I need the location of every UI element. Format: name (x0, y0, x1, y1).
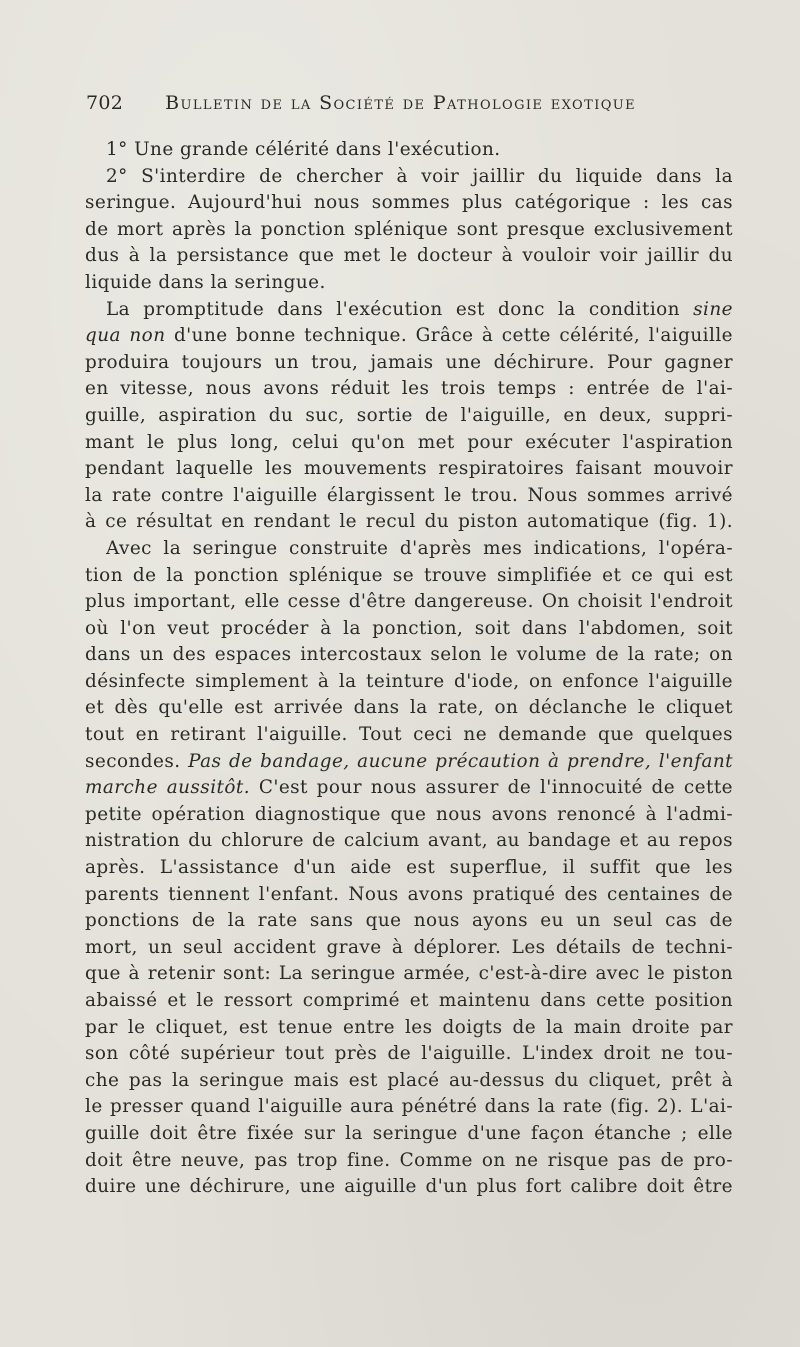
text-segment: mant le plus long, celui qu'on met pour exécuter l'aspiration (85, 431, 733, 453)
running-head (86, 92, 726, 122)
text-segment: mort, un seul accident grave à déplorer. Les détails de techni- (85, 936, 733, 958)
text-segment: où l'on veut procéder à la ponction, soit dans l'abdomen, soit (85, 617, 733, 639)
text-segment: dans un des espaces intercostaux selon le volume de la rate; on (85, 644, 733, 666)
text-line (85, 1094, 733, 1121)
text-segment: 2° S'interdire de chercher à voir jaillir du liquide dans la (106, 165, 733, 187)
text-line (85, 749, 733, 776)
text-segment: guille, aspiration du suc, sortie de l'aiguille, en deux, suppri- (85, 404, 733, 426)
text-segment: liquide dans la seringue. (85, 271, 326, 293)
text-segment: nistration du chlorure de calcium avant, au bandage et au repos (85, 830, 733, 852)
text-segment: de mort après la ponction splénique sont presque exclusivement (85, 218, 733, 240)
text-segment: plus important, elle cesse d'être dangereuse. On choisit l'endroit (85, 591, 733, 613)
italic-text-segment: sine (693, 298, 733, 320)
italic-text-segment: marche aussitôt. (85, 777, 251, 799)
text-segment: secondes. (85, 750, 189, 772)
text-segment: seringue. Aujourd'hui nous sommes plus catégorique : les cas (85, 192, 733, 214)
text-line (85, 695, 733, 722)
text-segment: petite opération diagnostique que nous avons renoncé à l'admi- (85, 803, 733, 825)
text-line (85, 509, 733, 536)
text-line (85, 243, 733, 270)
body-text (85, 137, 733, 1201)
text-line (85, 217, 733, 244)
text-line (85, 802, 733, 829)
text-line (85, 563, 733, 590)
text-line (85, 1121, 733, 1148)
text-segment: que à retenir sont: La seringue armée, c'est-à-dire avec le piston (85, 963, 733, 985)
text-line (85, 961, 733, 988)
text-segment: duire une déchirure, une aiguille d'un plus fort calibre doit être (85, 1176, 733, 1198)
text-segment: 1° Une grande célérité dans l'exécution. (106, 139, 501, 160)
text-line (85, 323, 733, 350)
text-line (85, 828, 733, 855)
text-segment: après. L'assistance d'un aide est superflue, il suffit que les (85, 857, 733, 879)
text-line (85, 908, 733, 935)
text-line (85, 642, 733, 669)
text-line (85, 483, 733, 510)
text-line (85, 350, 733, 377)
text-segment: abaissé et le ressort comprimé et maintenu dans cette position (85, 990, 733, 1011)
text-segment: tion de la ponction splénique se trouve simplifiée et ce qui est (85, 564, 733, 586)
text-line (85, 137, 733, 164)
text-line (85, 536, 733, 563)
text-segment: d'une bonne technique. Grâce à cette célérité, l'aiguille (165, 325, 733, 347)
text-segment: à ce résultat en rendant le recul du piston automatique (fig. 1). (85, 511, 733, 533)
text-line (85, 616, 733, 643)
text-segment: C'est pour nous assurer de l'innocuité de cette (250, 777, 733, 799)
text-line (85, 1148, 733, 1175)
text-line (85, 456, 733, 483)
italic-text-segment: qua non (85, 325, 166, 347)
text-segment: Avec la seringue construite d'après mes indications, l'opéra- (106, 537, 733, 559)
text-line (85, 1068, 733, 1095)
text-segment: che pas la seringue mais est placé au-dessus du cliquet, prêt à (85, 1069, 733, 1091)
text-line (85, 722, 733, 749)
text-line (85, 190, 733, 217)
text-segment: ponctions de la rate sans que nous ayons eu un seul cas de (85, 910, 733, 932)
text-line (85, 589, 733, 616)
text-line (85, 403, 733, 430)
text-line (85, 1015, 733, 1042)
text-segment: doit être neuve, pas trop fine. Comme on ne risque pas de pro- (85, 1149, 733, 1171)
text-segment: son côté supérieur tout près de l'aiguille. L'index droit ne tou- (85, 1043, 733, 1065)
text-segment: produira toujours un trou, jamais une déchirure. Pour gagner (85, 351, 733, 373)
text-line (85, 988, 733, 1015)
text-segment: la rate contre l'aiguille élargissent le trou. Nous sommes arrivé (85, 484, 733, 506)
text-segment: et dès qu'elle est arrivée dans la rate, on déclanche le cliquet (85, 697, 733, 719)
text-line (85, 164, 733, 191)
text-segment: La promptitude dans l'exécution est donc la condition (106, 298, 694, 320)
page-number: 702 (86, 92, 124, 114)
text-line (85, 376, 733, 403)
text-segment: par le cliquet, est tenue entre les doigts de la main droite par (85, 1016, 733, 1038)
text-segment: guille doit être fixée sur la seringue d'une façon étanche ; elle (85, 1122, 733, 1144)
text-segment: en vitesse, nous avons réduit les trois temps : entrée de l'ai- (85, 378, 733, 400)
text-line (85, 855, 733, 882)
text-line (85, 1041, 733, 1068)
text-segment: désinfecte simplement à la teinture d'iode, on enfonce l'aiguille (85, 670, 733, 692)
text-line (85, 270, 733, 297)
text-line (85, 882, 733, 909)
text-segment: tout en retirant l'aiguille. Tout ceci ne demande que quelques (85, 724, 733, 746)
text-segment: parents tiennent l'enfant. Nous avons pratiqué des centaines de (85, 883, 733, 905)
text-line (85, 430, 733, 457)
text-segment: le presser quand l'aiguille aura pénétré dans la rate (fig. 2). L'ai- (85, 1096, 733, 1118)
text-line (85, 669, 733, 696)
text-line (85, 935, 733, 962)
text-line (85, 775, 733, 802)
text-segment: pendant laquelle les mouvements respiratoires faisant mouvoir (85, 458, 733, 480)
text-segment: dus à la persistance que met le docteur à vouloir voir jaillir du (85, 245, 733, 267)
text-line (85, 297, 733, 324)
running-title: Bulletin de la Société de Pathologie exotique (165, 92, 637, 114)
italic-text-segment: Pas de bandage, aucune précaution à prendre, l'enfant (188, 750, 734, 772)
text-line (85, 1174, 733, 1201)
